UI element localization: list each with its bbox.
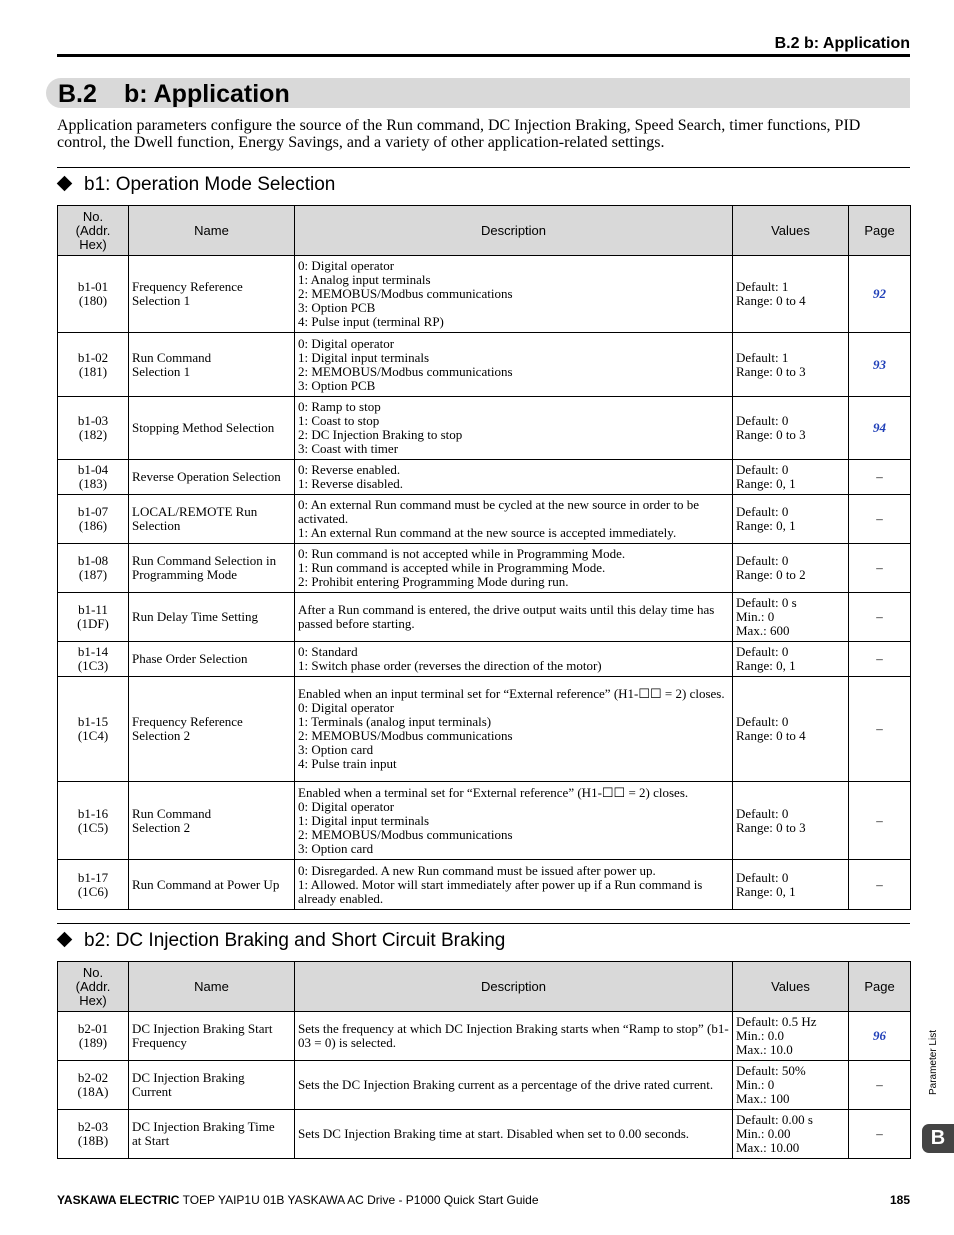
section-rule-b1 <box>57 167 910 168</box>
param-name-cell <box>129 460 295 495</box>
param-number-cell <box>58 460 129 495</box>
param-values-cell <box>733 782 849 860</box>
cell-line: 2: DC Injection Braking to stop <box>298 427 463 442</box>
diamond-bullet-icon <box>57 932 73 948</box>
cell-line: Run Command <box>132 349 212 365</box>
param-address: (1C4) <box>77 728 109 743</box>
diamond-bullet-icon <box>57 176 73 192</box>
cell-line: 0: Disregarded. A new Run command must be issued after power up. <box>298 862 656 878</box>
cell-line: 2: Prohibit entering Programming Mode during run. <box>298 574 569 589</box>
param-name-cell <box>129 782 295 860</box>
header-no: No. (Addr. Hex) <box>58 962 129 1012</box>
cell-line: Range: 0, 1 <box>736 883 796 899</box>
header-values: Values <box>733 206 849 256</box>
cell-line: Default: 1 <box>736 349 789 365</box>
cell-line: at Start <box>132 1133 170 1148</box>
page-cell: – <box>849 460 911 495</box>
cell-line: DC Injection Braking <box>132 1070 245 1085</box>
cell-line: Programming Mode <box>132 567 238 582</box>
param-number: b1-11 <box>78 602 108 617</box>
page-link[interactable]: 92 <box>849 256 911 333</box>
cell-line: 4: Pulse input (terminal RP) <box>298 314 444 329</box>
param-number-cell <box>58 1061 129 1110</box>
param-number: b1-14 <box>77 644 109 659</box>
cell-line: Enabled when a terminal set for “External reference” (H1-☐☐ = 2) closes. <box>298 784 689 800</box>
header-rule <box>57 54 910 57</box>
header-page: Page <box>849 206 911 256</box>
cell-line: Default: 0 <box>736 462 789 477</box>
table-row <box>58 677 911 782</box>
param-number: b1-17 <box>77 869 109 885</box>
cell-line: 3: Option PCB <box>298 377 376 393</box>
cell-line: Default: 0 <box>736 644 789 659</box>
section-title-bar <box>46 78 910 108</box>
cell-line: Range: 0 to 4 <box>736 293 806 308</box>
cell-line: Default: 0 s <box>736 595 797 610</box>
param-number-cell <box>58 495 129 544</box>
param-address: (18B) <box>77 1133 109 1148</box>
param-address: (182) <box>78 427 108 442</box>
cell-line: Default: 0 <box>736 714 789 729</box>
cell-line: Max.: 10.0 <box>736 1042 793 1057</box>
header-name: Name <box>129 206 295 256</box>
cell-line: Selection 2 <box>132 728 191 743</box>
page-link[interactable]: 94 <box>849 397 911 460</box>
cell-line: Range: 0 to 3 <box>736 819 806 835</box>
cell-line: Default: 0 <box>736 413 789 428</box>
param-number-cell <box>58 593 129 642</box>
cell-line: 1: Run command is accepted while in Programming Mode. <box>298 560 606 575</box>
param-description-cell <box>295 460 733 495</box>
param-number-cell <box>58 333 129 397</box>
table-row <box>58 460 911 495</box>
param-address: (181) <box>78 363 108 379</box>
param-name-cell <box>129 397 295 460</box>
cell-line: 3: Option PCB <box>298 300 376 315</box>
cell-line: Frequency Reference <box>132 279 243 294</box>
param-description-cell <box>295 495 733 544</box>
header-description: Description <box>295 962 733 1012</box>
param-number-cell <box>58 1110 129 1159</box>
intro-paragraph: Application parameters configure the source of the Run command, DC Injection Braking, Speed Search, timer functions, PID control, the Dwell function, Energy Savings, and a variety of other application-related settings. <box>57 117 861 151</box>
cell-line: Range: 0 to 3 <box>736 427 806 442</box>
param-number-cell <box>58 1012 129 1061</box>
param-values-cell <box>733 1012 849 1061</box>
header-page: Page <box>849 962 911 1012</box>
param-address: (1C3) <box>77 658 109 673</box>
b2-heading: b2: DC Injection Braking and Short Circuit Braking <box>57 930 505 952</box>
param-number: b1-03 <box>77 413 109 428</box>
cell-line: Sets the DC Injection Braking current as a percentage of the drive rated current. <box>298 1077 714 1092</box>
side-tab-letter: B <box>922 1124 954 1153</box>
cell-line: 0: Digital operator <box>298 335 395 351</box>
cell-line: Enabled when an input terminal set for “External reference” (H1-☐☐ = 2) closes. <box>298 686 725 701</box>
param-values-cell <box>733 397 849 460</box>
table-row <box>58 495 911 544</box>
param-number: b1-04 <box>77 462 109 477</box>
page-cell: – <box>849 677 911 782</box>
param-number: b1-02 <box>77 349 109 365</box>
param-number-cell <box>58 860 129 910</box>
cell-line: 2: MEMOBUS/Modbus communications <box>298 286 513 301</box>
param-description-cell <box>295 1110 733 1159</box>
param-address: (183) <box>78 476 108 491</box>
param-number: b2-01 <box>77 1021 109 1036</box>
section-rule-b2 <box>57 923 910 924</box>
header-name: Name <box>129 962 295 1012</box>
param-description-cell <box>295 782 733 860</box>
param-name-cell <box>129 593 295 642</box>
section-title: b: Application <box>124 80 290 108</box>
cell-line: DC Injection Braking Time <box>132 1119 275 1134</box>
cell-line: 1: Digital input terminals <box>298 812 430 828</box>
cell-line: Range: 0 to 4 <box>736 728 806 743</box>
cell-line: Default: 0 <box>736 504 789 519</box>
param-description-cell <box>295 593 733 642</box>
table-row <box>58 397 911 460</box>
param-values-cell <box>733 495 849 544</box>
cell-line: Default: 0.5 Hz <box>736 1014 817 1029</box>
param-address: (18A) <box>77 1084 109 1099</box>
page-link[interactable]: 93 <box>849 333 911 397</box>
table-row <box>58 544 911 593</box>
param-description-cell <box>295 1012 733 1061</box>
cell-line: Max.: 600 <box>736 623 790 638</box>
cell-line: 0: Digital operator <box>298 258 395 273</box>
cell-line: 0: Digital operator <box>298 700 395 715</box>
param-name-cell <box>129 860 295 910</box>
cell-line: 0: Digital operator <box>298 798 395 814</box>
param-values-cell <box>733 642 849 677</box>
cell-line: Min.: 0.0 <box>736 1028 785 1043</box>
footer-brand: YASKAWA ELECTRIC <box>57 1193 180 1207</box>
param-number: b1-01 <box>77 279 109 294</box>
cell-line: 0: Run command is not accepted while in Programming Mode. <box>298 546 626 561</box>
cell-line: 1: Reverse disabled. <box>298 476 404 491</box>
param-values-cell <box>733 460 849 495</box>
page-link[interactable]: 96 <box>849 1012 911 1061</box>
cell-line: Min.: 0 <box>736 1077 775 1092</box>
param-description-cell <box>295 544 733 593</box>
cell-line: Max.: 100 <box>736 1091 790 1106</box>
cell-line: Selection 1 <box>132 293 191 308</box>
footer <box>57 1193 910 1207</box>
footer-doc-title: TOEP YAIP1U 01B YASKAWA AC Drive - P1000 Quick Start Guide <box>182 1193 539 1207</box>
table-row <box>58 642 911 677</box>
cell-line: Default: 0 <box>736 553 789 568</box>
param-description-cell <box>295 642 733 677</box>
cell-line: Reverse Operation Selection <box>132 469 281 484</box>
cell-line: Range: 0 to 3 <box>736 363 806 379</box>
page-cell: – <box>849 544 911 593</box>
param-name-cell <box>129 677 295 782</box>
param-values-cell <box>733 256 849 333</box>
param-name-cell <box>129 642 295 677</box>
param-values-cell <box>733 1061 849 1110</box>
side-tab-label: Parameter List <box>928 1030 939 1096</box>
cell-line: 1: Coast to stop <box>298 413 380 428</box>
param-values-cell <box>733 333 849 397</box>
cell-line: 1: Switch phase order (reverses the direction of the motor) <box>298 658 602 673</box>
page-cell: – <box>849 593 911 642</box>
table-header-row <box>58 962 911 1012</box>
header-no: No. (Addr. Hex) <box>58 206 129 256</box>
section-number: B.2 <box>58 80 97 108</box>
cell-line: Selection 2 <box>132 819 191 835</box>
cell-line: Default: 0.00 s <box>736 1112 813 1127</box>
cell-line: 2: MEMOBUS/Modbus communications <box>298 826 513 842</box>
cell-line: Sets DC Injection Braking time at start. Disabled when set to 0.00 seconds. <box>298 1126 690 1141</box>
cell-line: 1: Terminals (analog input terminals) <box>298 714 492 729</box>
cell-line: Selection <box>132 518 181 533</box>
page-cell: – <box>849 860 911 910</box>
page-cell: – <box>849 495 911 544</box>
cell-line: Min.: 0 <box>736 609 775 624</box>
param-address: (180) <box>78 293 108 308</box>
param-number-cell <box>58 642 129 677</box>
table-row <box>58 593 911 642</box>
param-address: (1DF) <box>77 616 109 631</box>
param-description-cell <box>295 1061 733 1110</box>
cell-line: 3: Option card <box>298 742 374 757</box>
param-address: (187) <box>78 567 108 582</box>
cell-line: 0: Reverse enabled. <box>298 462 401 477</box>
param-number: b1-16 <box>77 805 109 821</box>
cell-line: 0: Standard <box>298 644 358 659</box>
page-number: 185 <box>889 1193 910 1207</box>
param-number-cell <box>58 677 129 782</box>
param-number-cell <box>58 397 129 460</box>
table-row <box>58 1012 911 1061</box>
cell-line: After a Run command is entered, the drive output waits until this delay time has passed before starting. <box>298 602 715 631</box>
cell-line: Range: 0 to 2 <box>736 567 806 582</box>
cell-line: Range: 0, 1 <box>736 476 796 491</box>
cell-line: Frequency Reference <box>132 714 243 729</box>
table-row <box>58 1110 911 1159</box>
cell-line: 1: Analog input terminals <box>298 272 431 287</box>
cell-line: Run Delay Time Setting <box>132 609 259 624</box>
cell-line: Run Command Selection in <box>132 553 277 568</box>
param-number: b1-07 <box>77 504 109 519</box>
cell-line: 0: Ramp to stop <box>298 399 381 414</box>
param-number: b2-03 <box>77 1119 109 1134</box>
page-cell: – <box>849 642 911 677</box>
param-values-cell <box>733 860 849 910</box>
cell-line: Stopping Method Selection <box>132 420 275 435</box>
cell-line: DC Injection Braking Start <box>132 1021 273 1036</box>
cell-line: Frequency <box>132 1035 187 1050</box>
param-description-cell <box>295 397 733 460</box>
param-number: b1-15 <box>77 714 109 729</box>
cell-line: 2: MEMOBUS/Modbus communications <box>298 728 513 743</box>
cell-line: 4: Pulse train input <box>298 756 397 771</box>
b2-parameter-table <box>57 961 911 1159</box>
param-description-cell <box>295 677 733 782</box>
cell-line: Default: 1 <box>736 279 789 294</box>
running-head: B.2 b: Application <box>774 35 910 52</box>
cell-line: Range: 0, 1 <box>736 518 796 533</box>
cell-line: 2: MEMOBUS/Modbus communications <box>298 363 513 379</box>
cell-line: Run Command <box>132 805 212 821</box>
param-values-cell <box>733 1110 849 1159</box>
cell-line: 1: Digital input terminals <box>298 349 430 365</box>
b1-heading: b1: Operation Mode Selection <box>57 174 335 196</box>
param-name-cell <box>129 256 295 333</box>
cell-line: LOCAL/REMOTE Run <box>132 504 258 519</box>
page-cell: – <box>849 782 911 860</box>
param-description-cell <box>295 333 733 397</box>
cell-line: 1: Allowed. Motor will start immediately after power up if a Run command is already enabled. <box>298 876 703 906</box>
param-number: b2-02 <box>77 1070 109 1085</box>
table-row <box>58 782 911 860</box>
param-number-cell <box>58 256 129 333</box>
param-values-cell <box>733 593 849 642</box>
page-cell: – <box>849 1061 911 1110</box>
cell-line: Current <box>132 1084 172 1099</box>
param-values-cell <box>733 677 849 782</box>
cell-line: Min.: 0.00 <box>736 1126 791 1141</box>
cell-line: 0: An external Run command must be cycled at the new source in order to be activated. <box>298 497 700 526</box>
cell-line: Phase Order Selection <box>132 651 248 666</box>
cell-line: Selection 1 <box>132 363 191 379</box>
param-address: (186) <box>78 518 108 533</box>
cell-line: Run Command at Power Up <box>132 876 280 892</box>
cell-line: Max.: 10.00 <box>736 1140 800 1155</box>
param-name-cell <box>129 544 295 593</box>
b1-parameter-table <box>57 205 911 910</box>
param-name-cell <box>129 1012 295 1061</box>
cell-line: 3: Coast with timer <box>298 441 399 456</box>
header-description: Description <box>295 206 733 256</box>
param-name-cell <box>129 1061 295 1110</box>
cell-line: Default: 50% <box>736 1063 806 1078</box>
table-row <box>58 333 911 397</box>
cell-line: 3: Option card <box>298 840 374 856</box>
param-number-cell <box>58 782 129 860</box>
param-name-cell <box>129 1110 295 1159</box>
table-row <box>58 860 911 910</box>
param-number: b1-08 <box>77 553 109 568</box>
param-address: (1C6) <box>77 883 109 899</box>
param-address: (189) <box>78 1035 108 1050</box>
page-cell: – <box>849 1110 911 1159</box>
param-values-cell <box>733 544 849 593</box>
cell-line: 1: An external Run command at the new source is accepted immediately. <box>298 525 677 540</box>
param-number-cell <box>58 544 129 593</box>
param-name-cell <box>129 333 295 397</box>
header-values: Values <box>733 962 849 1012</box>
table-header-row <box>58 206 911 256</box>
param-address: (1C5) <box>77 819 109 835</box>
param-name-cell <box>129 495 295 544</box>
cell-line: Default: 0 <box>736 805 789 821</box>
param-description-cell <box>295 860 733 910</box>
cell-line: Default: 0 <box>736 869 789 885</box>
cell-line: Range: 0, 1 <box>736 658 796 673</box>
cell-line: Sets the frequency at which DC Injection Braking starts when “Ramp to stop” (b1-03 = 0) is selected. <box>298 1021 729 1050</box>
param-description-cell <box>295 256 733 333</box>
table-row <box>58 256 911 333</box>
table-row <box>58 1061 911 1110</box>
